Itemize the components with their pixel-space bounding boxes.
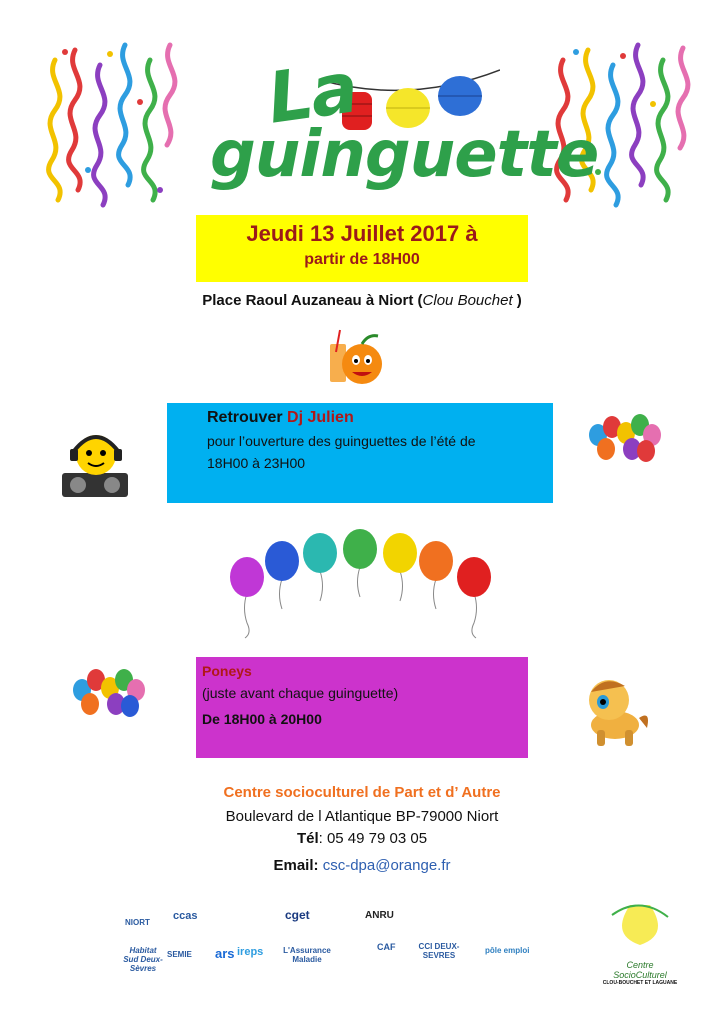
title-la: La bbox=[262, 46, 362, 140]
place-italic: Clou Bouchet bbox=[422, 292, 513, 309]
poneys-line2: (juste avant chaque guinguette) bbox=[202, 685, 399, 701]
tel-value: : 05 49 79 03 05 bbox=[318, 830, 428, 847]
poneys-line3: De 18H00 à 20H00 bbox=[202, 711, 322, 727]
title-guinguette: guinguette bbox=[210, 118, 599, 192]
email-link[interactable]: csc-dpa@orange.fr bbox=[322, 857, 451, 874]
centre-email: Email: csc-dpa@orange.fr bbox=[273, 857, 451, 874]
dj-info-box bbox=[167, 403, 553, 503]
dj-line3: 18H00 à 23H00 bbox=[207, 455, 306, 471]
dj-prefix: Retrouver bbox=[207, 409, 288, 426]
centre-phone bbox=[0, 830, 724, 847]
place-end: ) bbox=[512, 292, 522, 309]
logo-assurance-maladie: L'Assurance Maladie bbox=[283, 946, 331, 964]
logo-cget: cget bbox=[285, 908, 310, 922]
poneys-title: Poneys bbox=[202, 663, 252, 679]
dj-headline bbox=[167, 409, 553, 427]
logo-cci: CCI DEUX-SEVRES bbox=[418, 942, 460, 960]
place-text bbox=[0, 292, 724, 309]
csc-logo bbox=[600, 895, 680, 985]
pony-icon bbox=[575, 670, 655, 750]
csc-logo-line2: CLOU-BOUCHET ET LAGUANE bbox=[602, 980, 678, 986]
date-line1: Jeudi 13 Juillet 2017 à bbox=[246, 221, 478, 246]
dj-name: Dj Julien bbox=[287, 409, 354, 426]
place-main: Place Raoul Auzaneau à Niort ( bbox=[202, 292, 423, 309]
date-line2: partir de 18H00 bbox=[304, 251, 420, 268]
tel-label: Tél bbox=[296, 830, 319, 847]
logo-semie: SEMIE bbox=[167, 950, 192, 959]
logo-anru: ANRU bbox=[365, 910, 394, 921]
poneys-info-box bbox=[196, 657, 528, 758]
streamers-left-decoration bbox=[40, 40, 190, 210]
balloons-bunch-left-decoration bbox=[66, 660, 156, 730]
logo-ars: ars bbox=[215, 946, 235, 961]
orange-drink-icon bbox=[322, 322, 392, 392]
rainbow-balloons-decoration bbox=[222, 525, 502, 640]
logo-habitat: Habitat Sud Deux-Sèvres bbox=[123, 946, 163, 973]
logo-niort: NIORT bbox=[125, 918, 150, 927]
dj-line2: pour l’ouverture des guinguettes de l’été de bbox=[207, 433, 476, 449]
logo-pole-emploi: pôle emploi bbox=[485, 946, 530, 955]
date-banner bbox=[196, 215, 528, 282]
logo-ccas: ccas bbox=[173, 910, 198, 922]
csc-logo-graphic bbox=[600, 895, 680, 955]
dj-smiley-icon bbox=[56, 425, 136, 505]
email-label: Email bbox=[273, 857, 314, 874]
csc-logo-line1: Centre SocioCulturel bbox=[613, 960, 667, 980]
centre-address: Boulevard de l Atlantique BP-79000 Niort bbox=[225, 808, 499, 825]
logo-caf: CAF bbox=[377, 942, 396, 952]
centre-name: Centre socioculturel de Part et d’ Autre bbox=[223, 784, 501, 801]
balloons-bunch-right-decoration bbox=[580, 405, 670, 475]
logo-ireps: ireps bbox=[237, 946, 264, 958]
